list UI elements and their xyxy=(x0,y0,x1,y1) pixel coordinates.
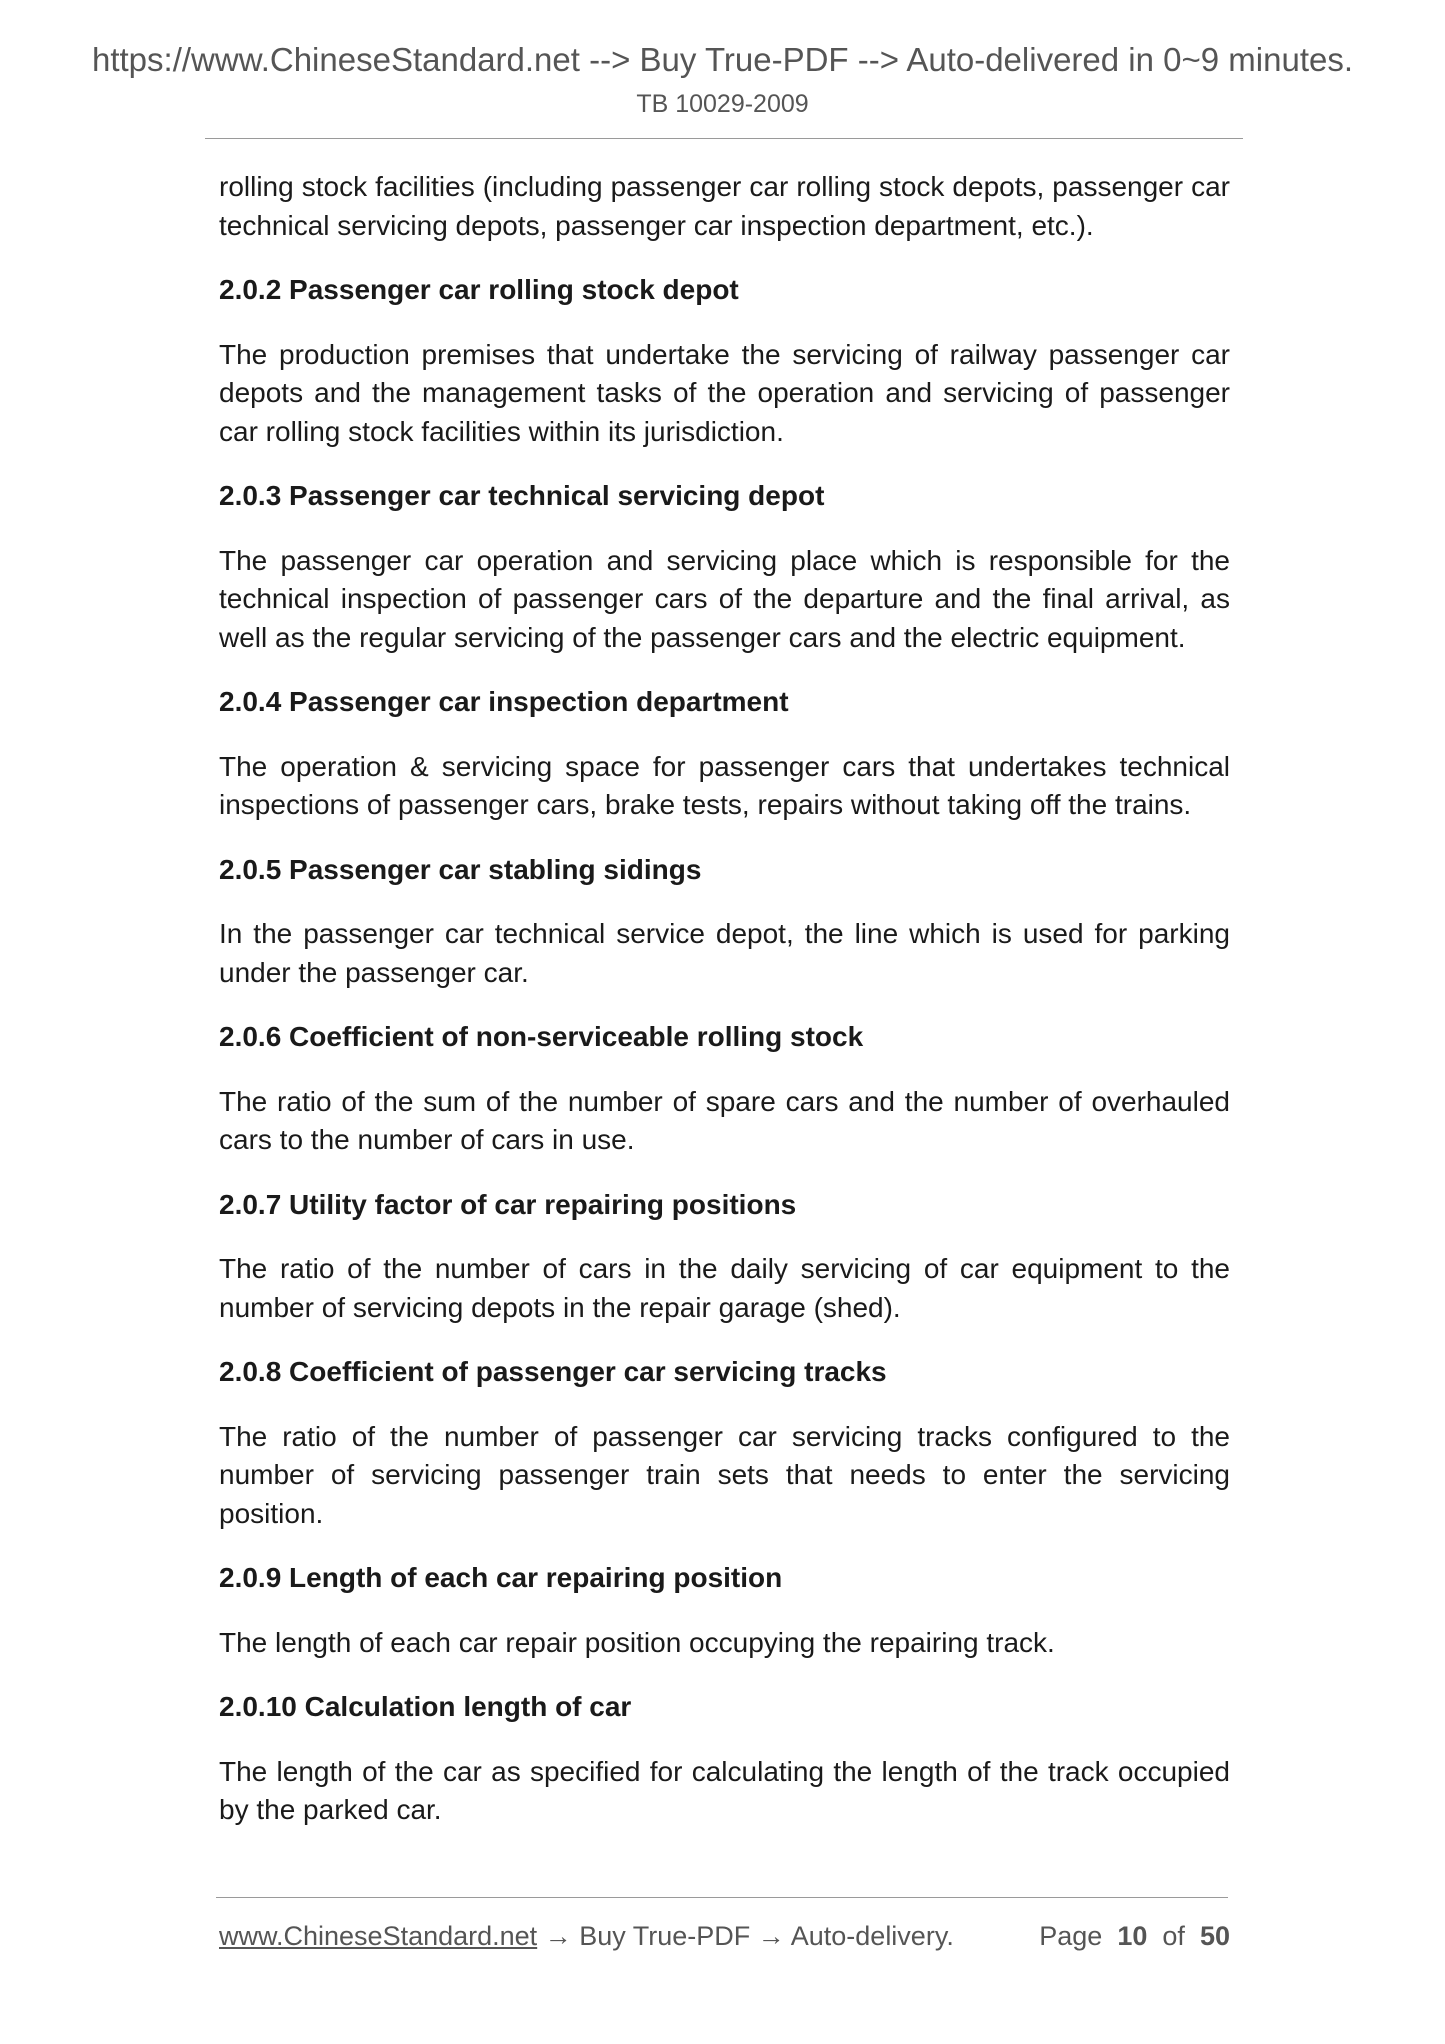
header-divider xyxy=(205,138,1243,139)
section-body: The ratio of the number of passenger car servicing tracks configured to the number of servicing passenger train sets that needs to enter the servicing position. xyxy=(219,1420,1230,1529)
footer-tagline: → Buy True-PDF → Auto-delivery. xyxy=(537,1921,954,1951)
total-pages: 50 xyxy=(1199,1921,1230,1951)
section-heading: 2.0.10 Calculation length of car xyxy=(219,1691,632,1722)
section-heading: 2.0.5 Passenger car stabling sidings xyxy=(219,853,702,885)
section-body: The production premises that undertake the servicing of railway passenger car depots and the management tasks of the operation and servicing of passenger car rolling stock facilities within its jurisdiction. xyxy=(219,338,1230,447)
section-heading: 2.0.7 Utility factor of car repairing positions xyxy=(219,1188,797,1220)
section-body: The ratio of the number of cars in the daily servicing of car equipment to the number of servicing depots in the repair garage (shed). xyxy=(219,1253,1230,1323)
page-content xyxy=(219,168,1230,1856)
section-body: In the passenger car technical service depot, the line which is used for parking under the passenger car. xyxy=(219,918,1230,988)
section-heading: 2.0.3 Passenger car technical servicing depot xyxy=(219,480,825,511)
section-heading: 2.0.6 Coefficient of non-serviceable rolling stock xyxy=(219,1021,864,1052)
section-body: The length of each car repair position occupying the repairing track. xyxy=(219,1626,1055,1658)
section-body: The ratio of the sum of the number of spare cars and the number of overhauled cars to the number of cars in use. xyxy=(219,1085,1230,1155)
page-label: Page xyxy=(1039,1921,1103,1951)
section-body: The passenger car operation and servicing place which is responsible for the technical inspection of passenger cars of the departure and the final arrival, as well as the regular servicing of the passenger cars and the electric equipment. xyxy=(219,544,1230,653)
section-heading: 2.0.9 Length of each car repairing position xyxy=(219,1562,783,1593)
section-2-0-3 xyxy=(219,477,1230,657)
site-link[interactable]: www.ChineseStandard.net xyxy=(219,1921,538,1951)
of-label: of xyxy=(1162,1921,1185,1951)
intro-paragraph: rolling stock facilities (including passenger car rolling stock depots, passenger car technical servicing depots, passenger car inspection department, etc.). xyxy=(219,171,1230,241)
section-2-0-9 xyxy=(219,1559,1230,1662)
section-body: The length of the car as specified for calculating the length of the track occupied by the parked car. xyxy=(219,1755,1230,1825)
top-banner: https://www.ChineseStandard.net --> Buy True-PDF --> Auto-delivered in 0~9 minutes. xyxy=(91,41,1354,78)
page-number: 10 xyxy=(1117,1921,1148,1951)
section-heading: 2.0.2 Passenger car rolling stock depot xyxy=(219,274,739,305)
section-2-0-6 xyxy=(219,1018,1230,1160)
footer-divider xyxy=(216,1897,1228,1898)
section-2-0-7 xyxy=(219,1186,1230,1328)
section-2-0-2 xyxy=(219,271,1230,451)
section-body: The operation & servicing space for passenger cars that undertakes technical inspections of passenger cars, brake tests, repairs without taking off the trains. xyxy=(219,750,1230,820)
footer-left xyxy=(219,1918,954,1954)
page-indicator xyxy=(1039,1918,1230,1954)
section-2-0-5 xyxy=(219,851,1230,993)
section-2-0-8 xyxy=(219,1353,1230,1533)
section-heading: 2.0.4 Passenger car inspection department xyxy=(219,686,789,717)
section-heading: 2.0.8 Coefficient of passenger car servicing tracks xyxy=(219,1356,887,1387)
section-2-0-4 xyxy=(219,683,1230,825)
document-code: TB 10029-2009 xyxy=(636,90,809,118)
section-2-0-10 xyxy=(219,1688,1230,1830)
